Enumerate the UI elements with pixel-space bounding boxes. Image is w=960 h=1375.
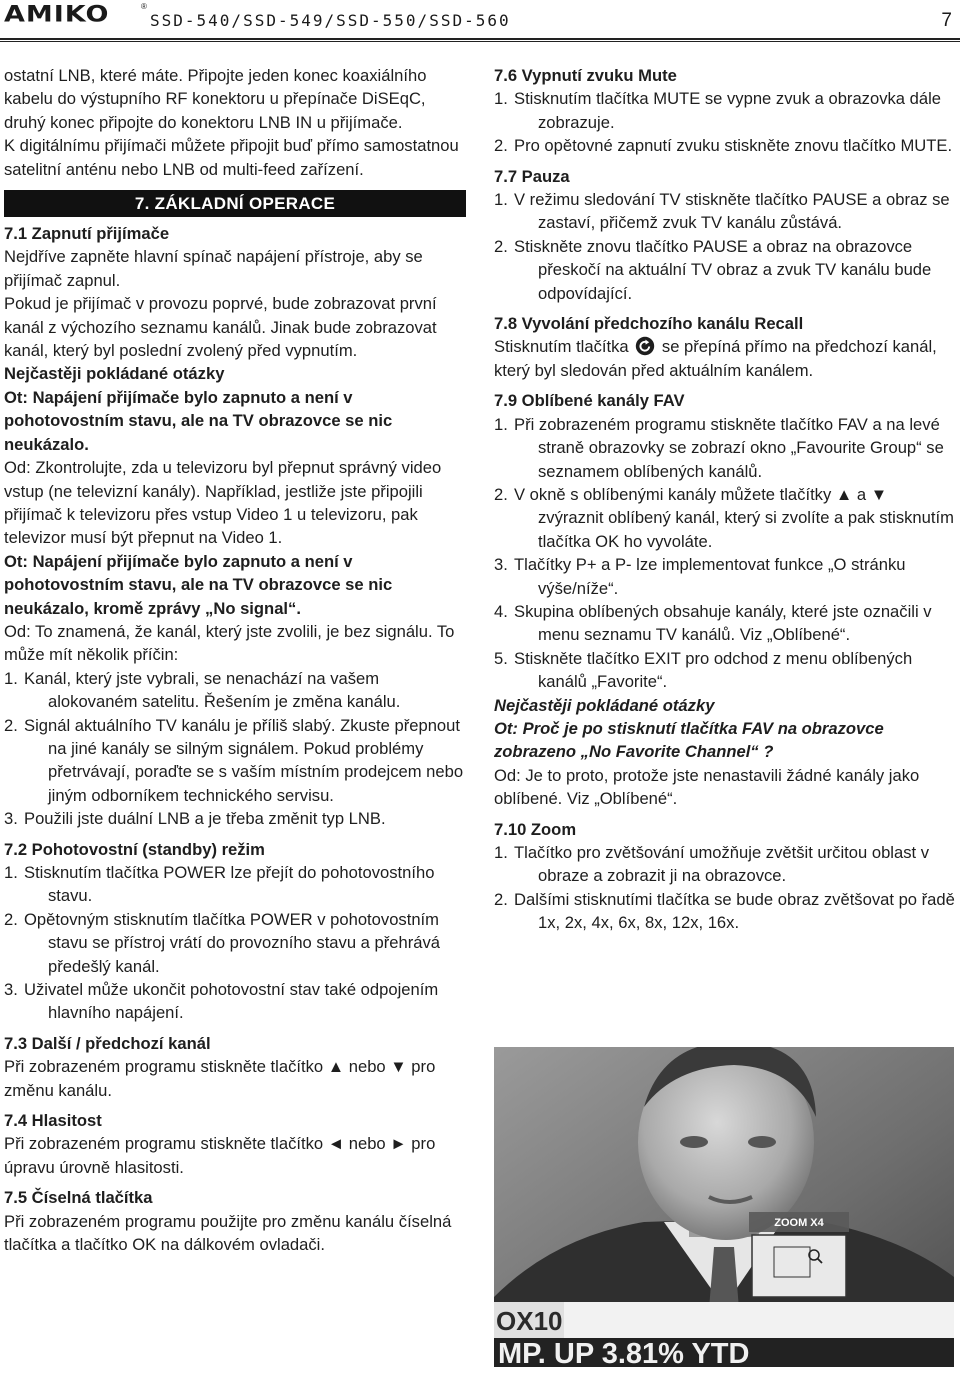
list-item: 5. Stiskněte tlačítko EXIT pro odchod z menu oblíbených kanálů „Favorite“. — [494, 648, 913, 692]
faq-answer: Od: Je to proto, protože jste nenastavili žádné kanály jako oblíbené. Viz „Oblíbené“. — [494, 765, 920, 809]
header-rule — [0, 38, 960, 40]
faq-question: Ot: Napájení přijímače bylo zapnuto a není v pohotovostním stavu, ale na TV obrazovce se nic neukázalo. — [4, 387, 393, 454]
paragraph: Pokud je přijímač v provozu poprvé, bude zobrazovat první kanál z výchozího seznamu kanálů. Jinak bude zobrazovat kanál, který byl poslední zvolený před vypnutím. — [4, 294, 437, 361]
list-item: 2. Stiskněte znovu tlačítko PAUSE a obraz na obrazovce přeskočí na aktuální TV obraz a zvuk TV kanálu bude odpovídající. — [494, 236, 932, 303]
faq-heading: Nejčastěji pokládané otázky — [4, 364, 225, 384]
list-item: 4. Skupina oblíbených obsahuje kanály, které jste označili v menu seznamu TV kanálů. Viz „Oblíbené“. — [494, 601, 932, 645]
list-item: 1. V režimu sledování TV stiskněte tlačítko PAUSE a obraz se zastaví, přičemž zvuk TV kanálu zůstává. — [494, 190, 950, 233]
cause-list — [4, 667, 466, 831]
list-item: 1. Tlačítko pro zvětšování umožňuje zvětšit určitou oblast v obraze a zobrazit ji na obrazovce. — [494, 843, 930, 886]
heading-7-7: 7.7 Pauza — [494, 166, 570, 186]
list-item: 2. V okně s oblíbenými kanály můžete tlačítky ▲ a ▼ zvýraznit oblíbený kanál, který si zvolíte a pak stisknutím tlačítka OK ho vyvoláte. — [494, 484, 954, 551]
heading-7-6: 7.6 Vypnutí zvuku Mute — [494, 66, 677, 85]
zoom-list — [494, 841, 956, 935]
list-item: 2. Pro opětovné zapnutí zvuku stiskněte znovu tlačítko MUTE. — [494, 136, 953, 156]
pause-list — [494, 188, 956, 305]
heading-7-3: 7.3 Další / předchozí kanál — [4, 1033, 211, 1053]
list-item: 3. Tlačítky P+ a P- lze implementovat funkce „O stránku výše/níže“. — [494, 555, 906, 598]
zoom-screenshot — [494, 1047, 954, 1367]
faq-question: Ot: Napájení přijímače bylo zapnuto a není v pohotovostním stavu, ale na TV obrazovce se nic neukázalo, kromě zprávy „No signal“. — [4, 551, 393, 618]
list-item: 3. Uživatel může ukončit pohotovostní stav také odpojením hlavního napájení. — [4, 980, 439, 1023]
list-item: 1. Stisknutím tlačítka MUTE se vypne zvuk a obrazovka dále zobrazuje. — [494, 89, 942, 132]
intro-paragraph: ostatní LNB, které máte. Připojte jeden konec koaxiálního kabelu do výstupního RF konektoru u přepínače DiSEqC, druhý konec připojte do konektoru LNB IN u přijímače. — [4, 66, 427, 132]
model-list: SSD-540/SSD-549/SSD-550/SSD-560 — [150, 11, 511, 30]
standby-list — [4, 861, 466, 1025]
heading-7-1: 7.1 Zapnutí přijímače — [4, 224, 170, 244]
faq-answer: Od: Zkontrolujte, zda u televizoru byl přepnut správný video vstup (ne televizní kanály). Například, jestliže jste připojili přijímač k televizoru přes vstup Video 1 u televizoru, pak televizor musí být přepnut na Video 1. — [4, 458, 442, 548]
heading-7-10: 7.10 Zoom — [494, 819, 577, 839]
list-item: 3. Použili jste duální LNB a je třeba změnit typ LNB. — [4, 809, 386, 829]
list-item: 1. Stisknutím tlačítka POWER lze přejít do pohotovostního stavu. — [4, 863, 435, 906]
paragraph: Při zobrazeném programu stiskněte tlačítko ▲ nebo ▼ pro změnu kanálu. — [4, 1057, 436, 1100]
tv-image — [494, 1047, 954, 1367]
list-item: 2. Dalšími stisknutími tlačítka se bude obraz zvětšovat po řadě 1x, 2x, 4x, 6x, 8x, 12x, 16x. — [494, 889, 955, 933]
paragraph: Při zobrazeném programu stiskněte tlačítko ◄ nebo ► pro úpravu úrovně hlasitosti. — [4, 1134, 436, 1177]
list-item: 2. Opětovným stisknutím tlačítka POWER v pohotovostním stavu se přístroj vrátí do provozního stavu a přehrává předešlý kanál. — [4, 909, 440, 976]
heading-7-5: 7.5 Číselná tlačítka — [4, 1188, 153, 1208]
ticker-logo: OX10 — [496, 1306, 563, 1336]
heading-7-9: 7.9 Oblíbené kanály FAV — [494, 391, 685, 411]
paragraph: Při zobrazeném programu použijte pro změnu kanálu číselná tlačítka a tlačítko OK na dálkovém ovladači. — [4, 1211, 452, 1255]
list-item: 1. Kanál, který jste vybrali, se nenachází na vašem alokovaném satelitu. Řešením je změna kanálu. — [4, 668, 401, 712]
page-header — [0, 0, 960, 44]
zoom-label: ZOOM X4 — [774, 1217, 824, 1229]
paragraph: Nejdříve zapněte hlavní spínač napájení přístroje, aby se přijímač zapnul. — [4, 247, 423, 290]
mute-list — [494, 87, 956, 157]
header-rule-thin — [0, 41, 960, 42]
ticker-line: MP. UP 3.81% YTD — [498, 1338, 750, 1367]
left-column — [4, 64, 466, 1257]
recall-icon — [635, 336, 655, 356]
brand-logo: AMIKO — [4, 2, 110, 28]
intro-paragraph: K digitálnímu přijímači můžete připojit buď přímo samostatnou satelitní anténu nebo LNB od multi-feed zařízení. — [4, 136, 459, 179]
fav-list — [494, 413, 956, 694]
faq-answer: Od: To znamená, že kanál, který jste zvolili, je bez signálu. To může mít několik příčin: — [4, 621, 455, 665]
list-item: 1. Při zobrazeném programu stiskněte tlačítko FAV a na levé straně obrazovky se zobrazí okno „Favourite Group“ se seznamem oblíbených kanálů. — [494, 414, 944, 481]
list-item: 2. Signál aktuálního TV kanálu je příliš slabý. Zkuste přepnout na jiné kanály se silným signálem. Pokud problémy přetrvávají, poraďte se s vaším místním prodejcem nebo jiným odborníkem technického servisu. — [4, 715, 464, 805]
faq-question: Ot: Proč je po stisknutí tlačítka FAV na obrazovce zobrazeno „No Favorite Channel“ ? — [494, 718, 884, 762]
page-number: 7 — [941, 10, 952, 31]
heading-7-8: 7.8 Vyvolání předchozího kanálu Recall — [494, 314, 804, 334]
section-title: 7. ZÁKLADNÍ OPERACE — [4, 190, 466, 217]
registered-mark: ® — [141, 2, 147, 11]
faq-heading: Nejčastěji pokládané otázky — [494, 695, 715, 715]
right-column — [494, 64, 956, 935]
heading-7-4: 7.4 Hlasitost — [4, 1111, 102, 1131]
heading-7-2: 7.2 Pohotovostní (standby) režim — [4, 839, 265, 859]
paragraph: Stisknutím tlačítka se přepíná přímo na předchozí kanál, který byl sledován před aktuálním kanálem. — [494, 337, 937, 380]
